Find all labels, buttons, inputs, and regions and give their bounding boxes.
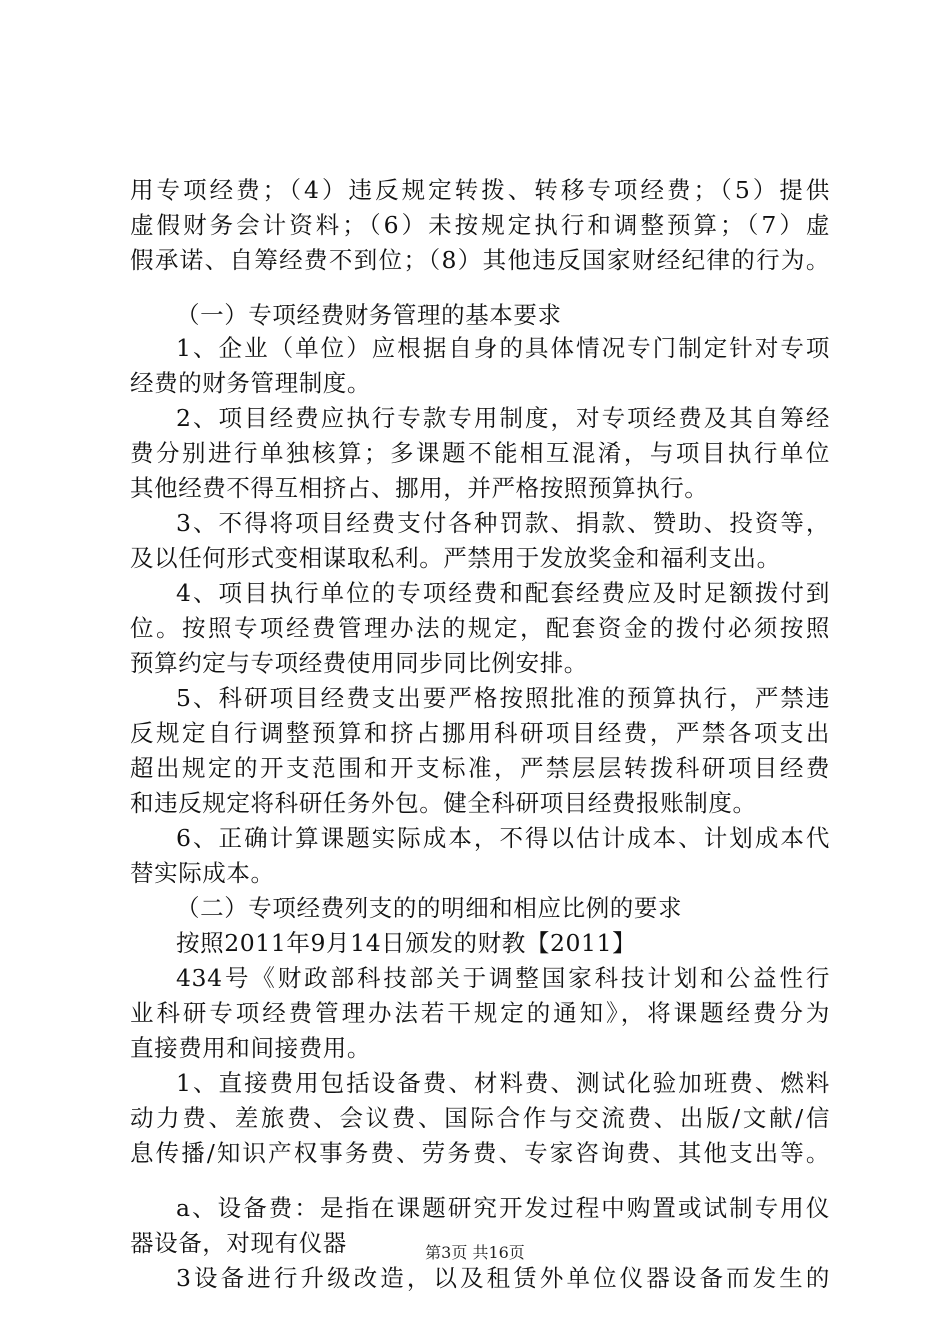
text-line: 1、企业（单位）应根据自身的具体情况专门制定针对专项 <box>176 334 830 362</box>
text-line: 动力费、差旅费、会议费、国际合作与交流费、出版/文献/信 <box>130 1104 830 1132</box>
text-line: 3设备进行升级改造，以及租赁外单位仪器设备而发生的 <box>176 1264 830 1292</box>
text-line: 替实际成本。 <box>130 859 275 887</box>
text-line: 预算约定与专项经费使用同步同比例安排。 <box>130 649 588 677</box>
text-line: 1、直接费用包括设备费、材料费、测试化验加班费、燃料 <box>176 1069 830 1097</box>
text-line: 其他经费不得互相挤占、挪用，并严格按照预算执行。 <box>130 474 709 502</box>
section-heading: （一）专项经费财务管理的基本要求 <box>176 301 562 329</box>
text-line: 4、项目执行单位的专项经费和配套经费应及时足额拨付到 <box>176 579 830 607</box>
text-line: 息传播/知识产权事务费、劳务费、专家咨询费、其他支出等。 <box>130 1139 830 1167</box>
text-line: 费分别进行单独核算；多课题不能相互混淆，与项目执行单位 <box>130 439 830 467</box>
text-line: 经费的财务管理制度。 <box>130 369 371 397</box>
text-line: a、设备费：是指在课题研究开发过程中购置或试制专用仪 <box>176 1194 830 1222</box>
text-line: 器设备，对现有仪器 <box>130 1229 347 1257</box>
text-line: 3、不得将项目经费支付各种罚款、捐款、赞助、投资等， <box>176 509 830 537</box>
text-line: 直接费用和间接费用。 <box>130 1034 371 1062</box>
text-line: 及以任何形式变相谋取私利。严禁用于发放奖金和福利支出。 <box>130 544 781 572</box>
text-line: 6、正确计算课题实际成本，不得以估计成本、计划成本代 <box>176 824 830 852</box>
text-line: 2、项目经费应执行专款专用制度，对专项经费及其自筹经 <box>176 404 830 432</box>
text-line: 虚假财务会计资料；（6）未按规定执行和调整预算；（7）虚 <box>130 211 830 239</box>
section-heading: （二）专项经费列支的的明细和相应比例的要求 <box>176 894 683 922</box>
text-line: 5、科研项目经费支出要严格按照批准的预算执行，严禁违 <box>176 684 830 712</box>
text-line: 业科研专项经费管理办法若干规定的通知》，将课题经费分为 <box>130 999 830 1027</box>
text-line: 434号《财政部科技部关于调整国家科技计划和公益性行 <box>176 964 830 992</box>
text-line: 和违反规定将科研任务外包。健全科研项目经费报账制度。 <box>130 789 757 817</box>
text-line: 用专项经费；（4）违反规定转拨、转移专项经费；（5）提供 <box>130 176 830 204</box>
text-line: 位。按照专项经费管理办法的规定，配套资金的拨付必须按照 <box>130 614 830 642</box>
text-line: 假承诺、自筹经费不到位；（8）其他违反国家财经纪律的行为。 <box>130 246 830 274</box>
text-line: 按照2011年9月14日颁发的财教【2011】 <box>176 929 637 957</box>
text-line: 反规定自行调整预算和挤占挪用科研项目经费，严禁各项支出 <box>130 719 830 747</box>
page-footer: 第3页 共16页 <box>425 1243 525 1262</box>
text-line: 超出规定的开支范围和开支标准，严禁层层转拨科研项目经费 <box>130 754 830 782</box>
